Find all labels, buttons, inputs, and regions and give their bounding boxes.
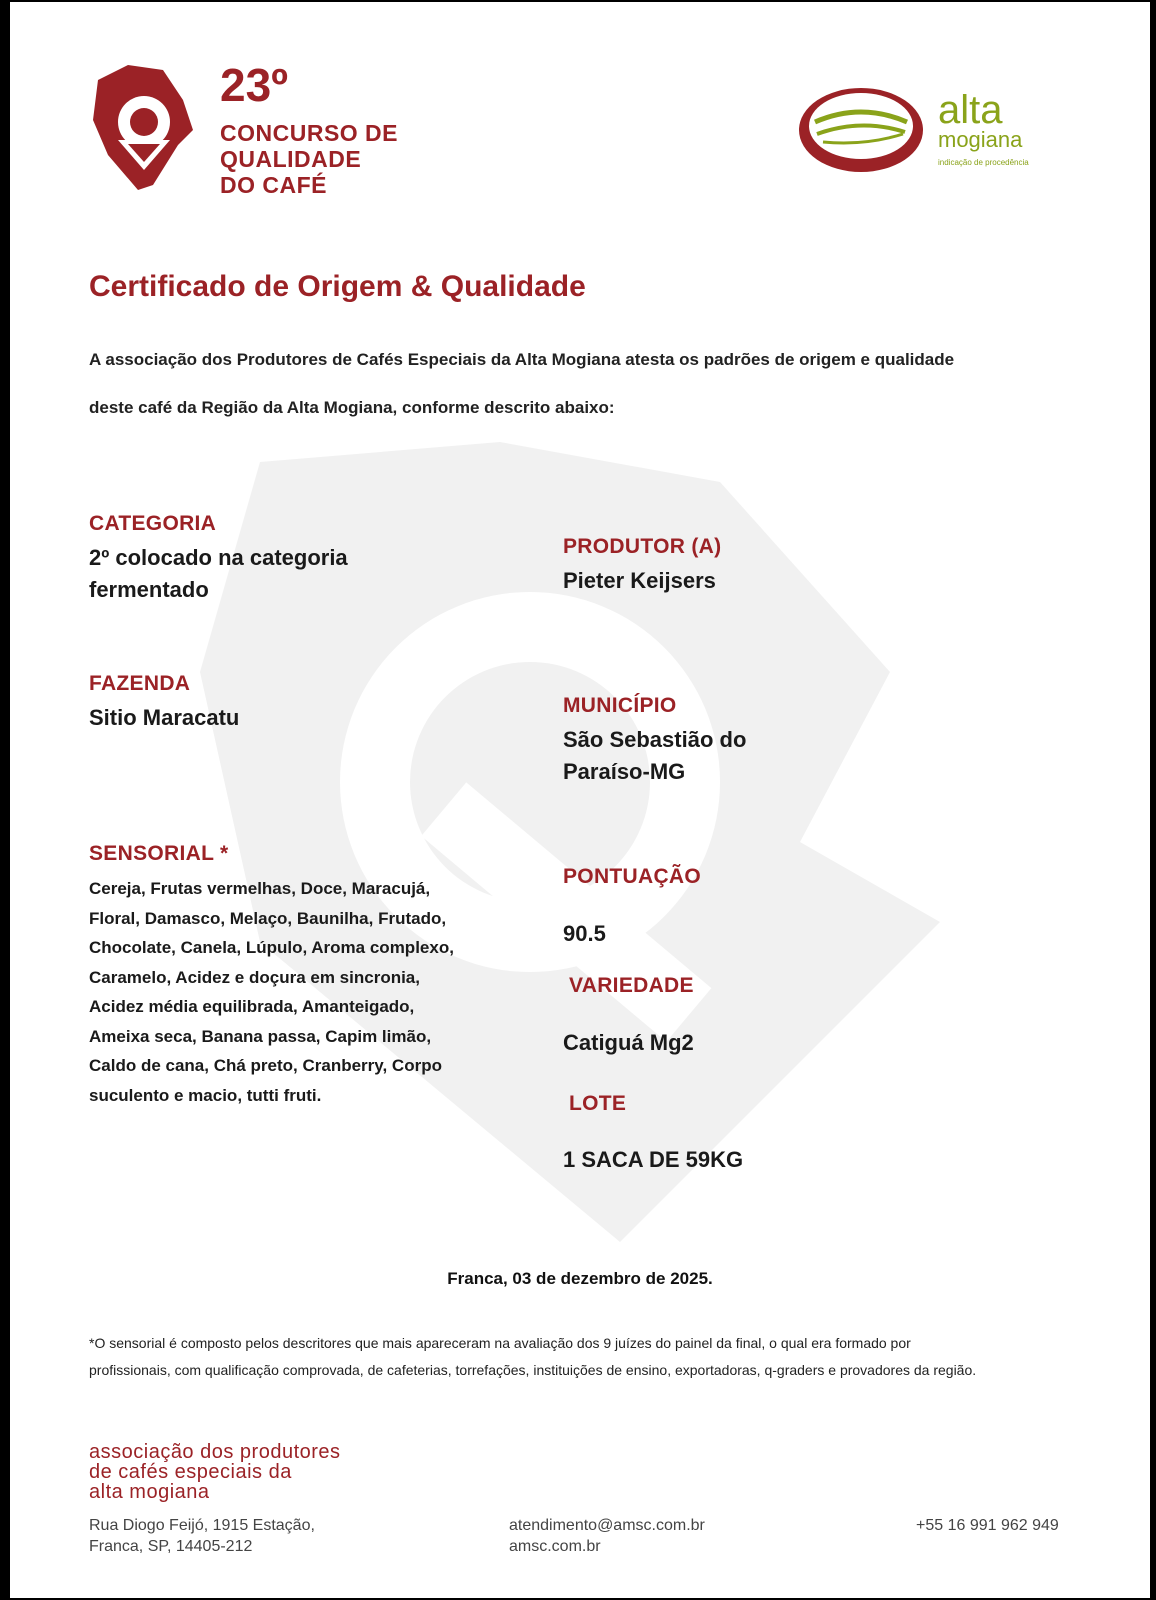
lote-value: 1 SACA DE 59KG xyxy=(563,1147,744,1172)
contest-pin-icon xyxy=(88,60,206,195)
region-name-2: mogiana xyxy=(938,127,1023,152)
produtor-value: Pieter Keijsers xyxy=(563,568,716,593)
region-tagline: indicação de procedência xyxy=(938,158,1029,167)
region-name-1: alta xyxy=(938,88,1003,132)
intro-line-1: A associação dos Produtores de Cafés Especiais da Alta Mogiana atesta os padrões de origem e qualidade xyxy=(89,350,955,369)
coffee-bean-icon xyxy=(795,82,931,178)
intro-line-2: deste café da Região da Alta Mogiana, conforme descrito abaixo: xyxy=(89,398,615,417)
categoria-value: 2º colocado na categoria fermentado xyxy=(89,545,348,602)
email-link[interactable]: atendimento@amsc.com.br xyxy=(509,1517,705,1534)
sensorial-descriptors: Cereja, Frutas vermelhas, Doce, Maracujá, Floral, Damasco, Melaço, Baunilha, Frutado, Chocolate, Canela, Lúpulo, Aroma complexo, Caramelo, Acidez e doçura em sincronia, Acidez média equilibrada, Amanteigado, Ameixa seca, Banana passa, Capim limão, Caldo de cana, Chá preto, Cranberry, Corpo suculento e macio, tutti fruti. xyxy=(89,879,454,1105)
fazenda-label: FAZENDA xyxy=(89,672,191,695)
issue-date: Franca, 03 de dezembro de 2025. xyxy=(447,1269,713,1288)
sensorial-label: SENSORIAL * xyxy=(89,842,229,865)
phone-number: +55 16 991 962 949 xyxy=(916,1517,1059,1534)
produtor-label: PRODUTOR (A) xyxy=(563,535,722,558)
contest-number: 23º xyxy=(220,59,288,111)
pontuacao-label: PONTUAÇÃO xyxy=(563,865,702,888)
certificate-title: Certificado de Origem & Qualidade xyxy=(89,270,586,303)
alta-mogiana-logo xyxy=(810,82,1080,182)
pontuacao-value: 90.5 xyxy=(563,921,606,946)
municipio-value: São Sebastião do Paraíso-MG xyxy=(563,727,747,784)
municipio-label: MUNICÍPIO xyxy=(563,694,677,717)
website-link[interactable]: amsc.com.br xyxy=(509,1538,601,1555)
fazenda-value: Sitio Maracatu xyxy=(89,705,240,730)
address: Rua Diogo Feijó, 1915 Estação, Franca, SP, 14405-212 xyxy=(89,1517,315,1555)
certificate-page xyxy=(10,2,1150,1598)
footnote: *O sensorial é composto pelos descritores que mais apareceram na avaliação dos 9 juízes do painel da final, o qual era formado por profissionais, com qualificação comprovada, de cafeterias, torrefações, instituições de ensino, exportadoras, q-graders e provadores da região. xyxy=(89,1335,977,1378)
variedade-value: Catiguá Mg2 xyxy=(563,1030,694,1055)
contest-name: CONCURSO DE QUALIDADE DO CAFÉ xyxy=(220,120,399,198)
association-name: associação dos produtores de cafés especiais da alta mogiana xyxy=(89,1441,341,1503)
categoria-label: CATEGORIA xyxy=(89,512,217,535)
lote-label: LOTE xyxy=(569,1092,627,1115)
variedade-label: VARIEDADE xyxy=(569,974,694,997)
contact-online xyxy=(509,1515,705,1557)
contest-logo xyxy=(88,60,408,210)
